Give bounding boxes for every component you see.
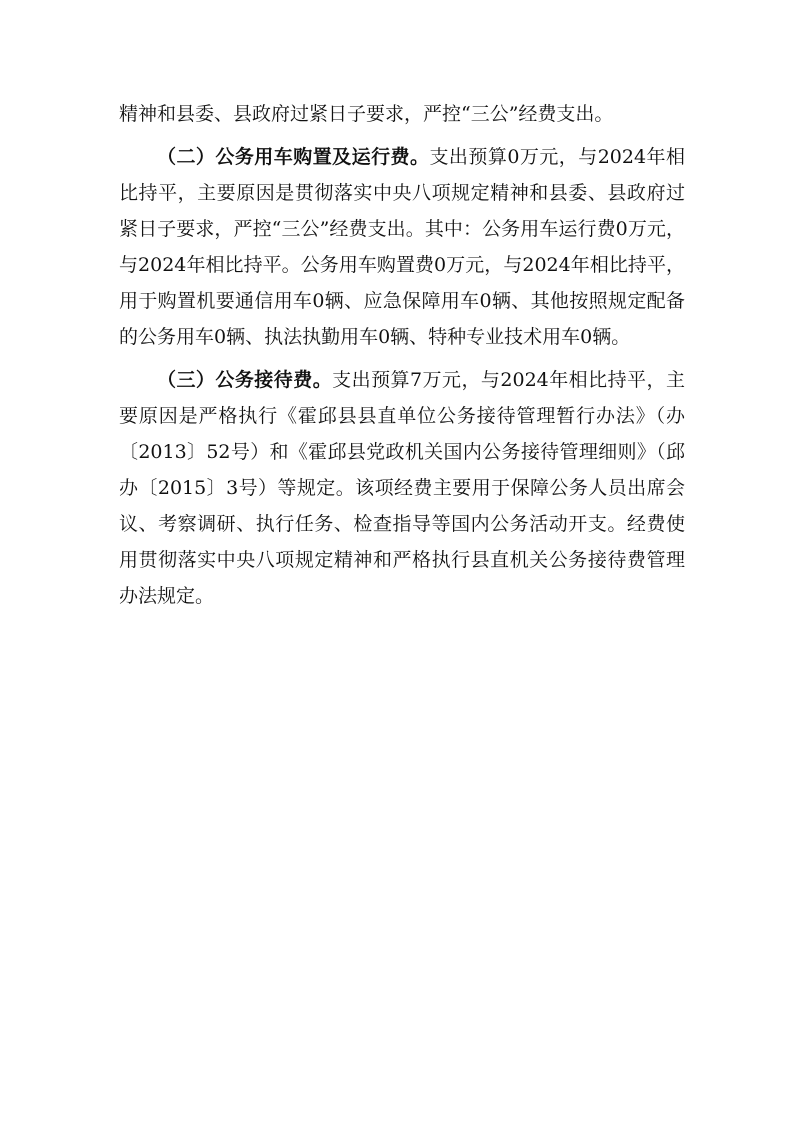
document-body	[119, 96, 685, 621]
continued-paragraph: 精神和县委、县政府过紧日子要求，严控“三公”经费支出。	[119, 103, 614, 125]
section-3-heading: （三）公务接待费。	[157, 369, 333, 391]
section-2-paragraph	[119, 139, 685, 355]
section-3-body: 支出预算7万元，与2024年相比持平，主要原因是严格执行《霍邱县县直单位公务接待管理暂行办法》（办〔2013〕52号）和《霍邱县党政机关国内公务接待管理细则》（邱办〔2015〕3号）等规定。该项经费主要用于保障公务人员出席会议、考察调研、执行任务、检查指导等国内公务活动开支。经费使用贯彻落实中央八项规定精神和严格执行县直机关公务接待费管理办法规定。	[119, 369, 685, 607]
section-3-paragraph	[119, 362, 685, 614]
section-2-heading: （二）公务用车购置及运行费。	[157, 146, 430, 168]
section-2-body: 支出预算0万元，与2024年相比持平，主要原因是贯彻落实中央八项规定精神和县委、县政府过紧日子要求，严控“三公”经费支出。其中：公务用车运行费0万元，与2024年相比持平。公务用车购置费0万元，与2024年相比持平，用于购置机要通信用车0辆、应急保障用车0辆、其他按照规定配备的公务用车0辆、执法执勤用车0辆、特种专业技术用车0辆。	[119, 146, 685, 348]
